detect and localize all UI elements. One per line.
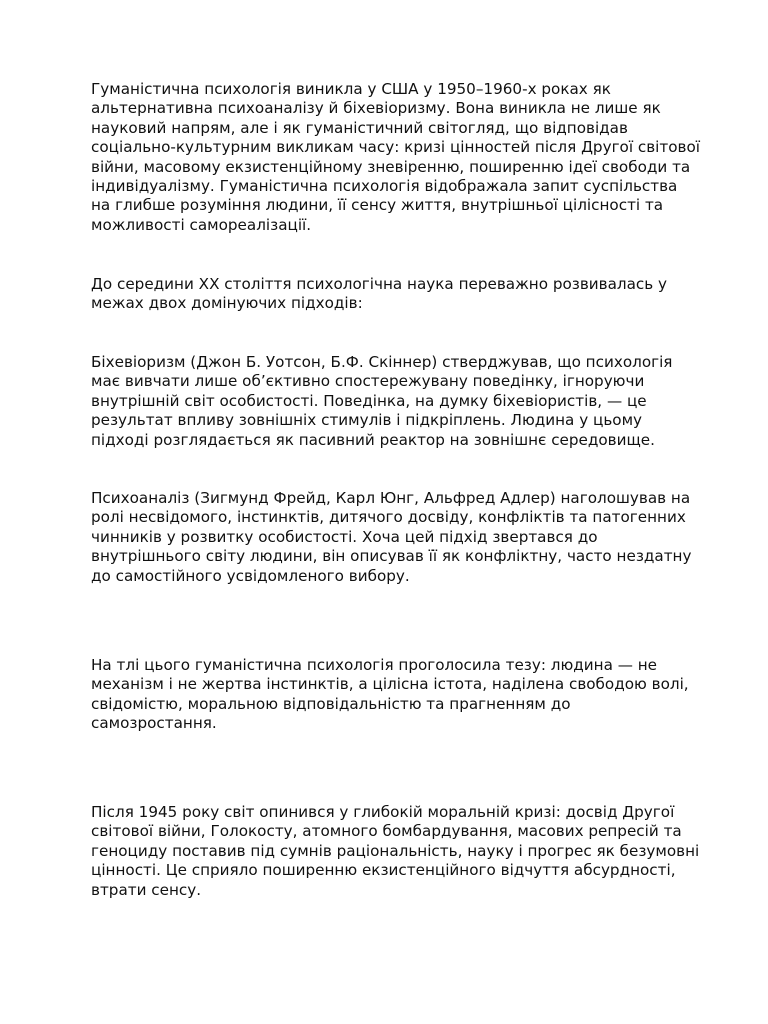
paragraph-humanistic-origins: Гуманістична психологія виникла у США у 1950–1960-х роках як альтернативна психоаналізу й біхевіоризму. Вона виникла не лише як науковий напрям, але і як гуманістичний світогляд, що відповідав соціально-культурним викликам часу: кризі цінностей після Другої світової війни, масовому екзистенційному зневіренню, поширенню ідеї свободи та індивідуалізму. Гуманістична психологія відображала запит суспільства на глибше розуміння людини, її сенсу життя, внутрішньої цілісності та можливості самореалізації. (91, 80, 701, 234)
paragraph-humanistic-thesis: На тлі цього гуманістична психологія проголосила тезу: людина — не механізм і не жертва інстинктів, а цілісна істота, наділена свободою волі, свідомістю, моральною відповідальністю та прагненням до самозростання. (91, 656, 689, 733)
paragraph-two-approaches: До середини XX століття психологічна наука переважно розвивалась у межах двох домінуючих підходів: (91, 275, 668, 313)
paragraph-behaviorism: Біхевіоризм (Джон Б. Уотсон, Б.Ф. Скіннер) стверджував, що психологія має вивчати лише об’єктивно спостережувану поведінку, ігноруючи внутрішній світ особистості. Поведінка, на думку біхевіористів, — це результат впливу зовнішніх стимулів і підкріплень. Людина у цьому підході розглядається як пасивний реактор на зовнішнє середовище. (91, 353, 673, 449)
paragraph-psychoanalysis: Психоаналіз (Зигмунд Фрейд, Карл Юнг, Альфред Адлер) наголошував на ролі несвідомого, інстинктів, дитячого досвіду, конфліктів та патогенних чинників у розвитку особистості. Хоча цей підхід звертався до внутрішнього світу людини, він описував її як конфліктну, часто нездатну до самостійного усвідомленого вибору. (91, 489, 692, 585)
paragraph-postwar-crisis: Після 1945 року світ опинився у глибокій моральній кризі: досвід Другої світової війни, Голокосту, атомного бомбардування, масових репресій та геноциду поставив під сумнів раціональність, науку і прогрес як безумовні цінності. Це сприяло поширенню екзистенційного відчуття абсурдності, втрати сенсу. (91, 803, 700, 899)
